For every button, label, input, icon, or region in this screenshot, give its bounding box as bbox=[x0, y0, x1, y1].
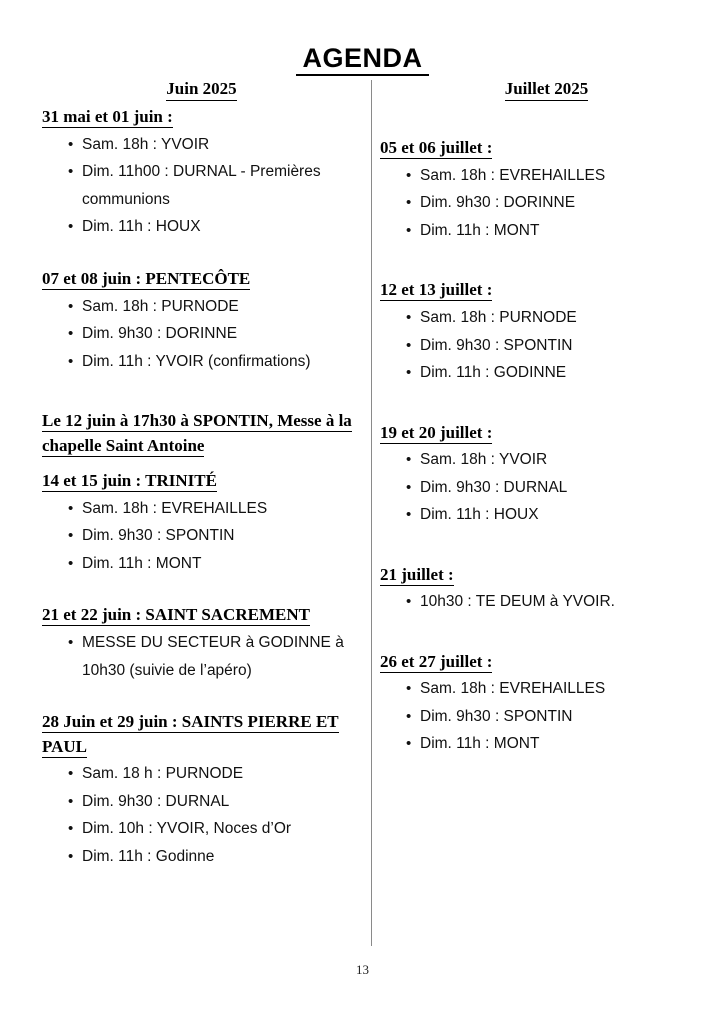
section-spacer bbox=[380, 616, 713, 650]
section-item-list bbox=[380, 588, 713, 616]
list-item: • Dim. 11h : MONT bbox=[406, 217, 713, 245]
month-header-july-label: Juillet 2025 bbox=[505, 78, 589, 101]
list-item: • Dim. 11h00 : DURNAL - Premières communions bbox=[68, 158, 361, 213]
list-item: • Sam. 18h : EVREHAILLES bbox=[68, 495, 361, 523]
list-item: • Dim. 11h : HOUX bbox=[68, 213, 361, 241]
section-spacer bbox=[42, 241, 361, 267]
list-item: • Dim. 9h30 : DORINNE bbox=[68, 320, 361, 348]
section-heading-label: 12 et 13 juillet : bbox=[380, 280, 493, 300]
section-heading-label: 05 et 06 juillet : bbox=[380, 138, 493, 158]
section-heading bbox=[380, 136, 713, 161]
section-june-6 bbox=[42, 710, 361, 870]
list-item: • Dim. 11h : GODINNE bbox=[406, 359, 713, 387]
list-item: • Sam. 18 h : PURNODE bbox=[68, 760, 361, 788]
list-item: • Sam. 18h : YVOIR bbox=[406, 446, 713, 474]
section-item-list bbox=[380, 446, 713, 529]
section-heading bbox=[42, 267, 361, 292]
section-heading-label: 26 et 27 juillet : bbox=[380, 651, 493, 671]
section-spacer bbox=[42, 375, 361, 409]
section-spacer bbox=[380, 244, 713, 278]
section-item-list bbox=[42, 760, 361, 870]
list-item: • Dim. 11h : YVOIR (confirmations) bbox=[68, 348, 361, 376]
section-june-2 bbox=[42, 267, 361, 375]
section-heading-label: 19 et 20 juillet : bbox=[380, 422, 493, 442]
section-item-list bbox=[380, 162, 713, 245]
section-heading bbox=[380, 421, 713, 446]
section-item-list bbox=[42, 495, 361, 578]
month-header-june bbox=[42, 78, 361, 101]
list-item: • 10h30 : TE DEUM à YVOIR. bbox=[406, 588, 713, 616]
section-heading-label: 21 juillet : bbox=[380, 564, 454, 584]
column-june bbox=[0, 78, 371, 870]
agenda-columns bbox=[0, 78, 725, 870]
section-item-list bbox=[380, 304, 713, 387]
section-july-5 bbox=[380, 650, 713, 758]
month-header-june-label: Juin 2025 bbox=[166, 78, 236, 101]
list-item: • Dim. 9h30 : SPONTIN bbox=[68, 522, 361, 550]
section-spacer bbox=[380, 529, 713, 563]
section-heading bbox=[380, 563, 713, 588]
section-heading bbox=[42, 409, 361, 458]
section-heading-label: 14 et 15 juin : TRINITÉ bbox=[42, 471, 217, 491]
list-item: • Dim. 11h : HOUX bbox=[406, 501, 713, 529]
section-spacer bbox=[380, 387, 713, 421]
list-item: • Dim. 11h : MONT bbox=[406, 730, 713, 758]
list-item: • Dim. 9h30 : SPONTIN bbox=[406, 703, 713, 731]
section-item-list bbox=[380, 675, 713, 758]
section-spacer bbox=[42, 577, 361, 603]
column-july bbox=[371, 78, 725, 758]
section-item-list bbox=[42, 293, 361, 376]
list-item: • Sam. 18h : PURNODE bbox=[406, 304, 713, 332]
section-heading bbox=[42, 469, 361, 494]
section-june-1 bbox=[42, 105, 361, 241]
section-heading-label: 21 et 22 juin : SAINT SACREMENT bbox=[42, 605, 310, 625]
section-item-list bbox=[42, 629, 361, 684]
section-june-3 bbox=[42, 409, 361, 458]
section-heading-label: Le 12 juin à 17h30 à SPONTIN, Messe à la chapelle Saint Antoine bbox=[42, 411, 352, 455]
list-item: • Dim. 10h : YVOIR, Noces d’Or bbox=[68, 815, 361, 843]
section-july-2 bbox=[380, 278, 713, 386]
section-heading bbox=[42, 603, 361, 628]
list-item: • Sam. 18h : EVREHAILLES bbox=[406, 675, 713, 703]
section-june-4 bbox=[42, 469, 361, 577]
section-spacer bbox=[380, 110, 713, 136]
section-heading-label: 07 et 08 juin : PENTECÔTE bbox=[42, 268, 251, 288]
list-item: • Dim. 9h30 : DORINNE bbox=[406, 189, 713, 217]
list-item: • MESSE DU SECTEUR à GODINNE à 10h30 (suivie de l’apéro) bbox=[68, 629, 361, 684]
section-heading bbox=[380, 278, 713, 303]
section-heading-label: 31 mai et 01 juin : bbox=[42, 107, 173, 127]
list-item: • Dim. 9h30 : DURNAL bbox=[68, 788, 361, 816]
list-item: • Dim. 9h30 : SPONTIN bbox=[406, 332, 713, 360]
section-heading bbox=[380, 650, 713, 675]
section-july-4 bbox=[380, 563, 713, 616]
section-item-list bbox=[42, 131, 361, 241]
section-spacer bbox=[42, 459, 361, 469]
section-spacer bbox=[42, 684, 361, 710]
page-number: 13 bbox=[356, 962, 369, 977]
section-june-5 bbox=[42, 603, 361, 684]
list-item: • Dim. 11h : Godinne bbox=[68, 843, 361, 871]
month-header-july bbox=[380, 78, 713, 101]
list-item: • Sam. 18h : PURNODE bbox=[68, 293, 361, 321]
list-item: • Sam. 18h : EVREHAILLES bbox=[406, 162, 713, 190]
section-july-3 bbox=[380, 421, 713, 529]
page-title: AGENDA bbox=[296, 44, 428, 76]
list-item: • Sam. 18h : YVOIR bbox=[68, 131, 361, 159]
section-heading bbox=[42, 710, 361, 759]
section-heading-label: 28 Juin et 29 juin : SAINTS PIERRE ET PAUL bbox=[42, 712, 339, 756]
list-item: • Dim. 9h30 : DURNAL bbox=[406, 474, 713, 502]
section-july-1 bbox=[380, 136, 713, 244]
section-heading bbox=[42, 105, 361, 130]
list-item: • Dim. 11h : MONT bbox=[68, 550, 361, 578]
